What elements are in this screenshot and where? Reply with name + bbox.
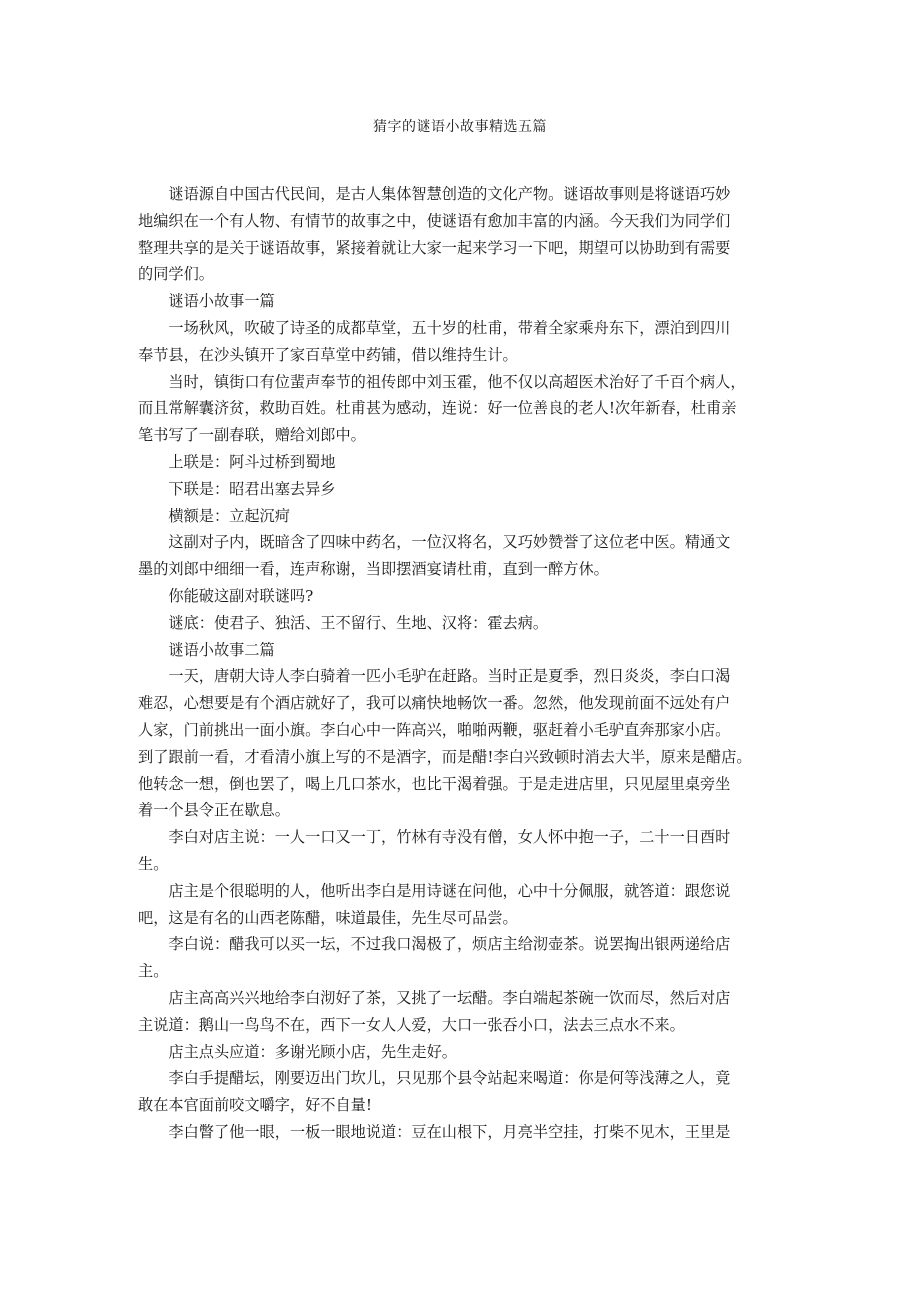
text-line: 着一个县令正在歇息。 [138,801,290,820]
text-line: 店主点头应道：多谢光顾小店，先生走好。 [168,1042,457,1061]
text-line: 店主是个很聪明的人，他听出李白是用诗谜在问他，心中十分佩服，就答道：跟您说 [168,881,731,900]
text-line: 而且常解囊济贫，救助百姓。杜甫甚为感动，连说：好一位善良的老人!次年新春，杜甫亲 [138,399,737,418]
text-line: 店主高高兴兴地给李白沏好了茶，又挑了一坛醋。李白端起茶碗一饮而尽，然后对店 [168,988,731,1007]
paragraph [138,369,778,449]
text-line: 难忍，心想要是有个酒店就好了，我可以痛快地畅饮一番。忽然，他发现前面不远处有户 [138,694,731,713]
text-line: 李白说：醋我可以买一坛，不过我口渴极了，烦店主给沏壶茶。说罢掏出银两递给店 [168,935,731,954]
text-line: 李白瞥了他一眼，一板一眼地说道：豆在山根下，月亮半空挂，打柴不见木，王里是 [168,1122,731,1141]
document-title: 猜字的谜语小故事精选五篇 [373,119,547,135]
text-line: 一天，唐朝大诗人李白骑着一匹小毛驴在赶路。当时正是夏季，烈日炎炎，李白口渴 [168,667,731,686]
text-line: 横额是：立起沉疴 [168,506,290,525]
paragraph [138,583,778,610]
paragraph [138,931,778,985]
paragraph [138,637,778,664]
text-line: 人家，门前挑出一面小旗。李白心中一阵高兴，啪啪两鞭，驱赶着小毛驴直奔那家小店。 [138,720,731,739]
text-line: 生。 [138,854,169,873]
text-line: 敢在本官面前咬文嚼字，好不自量! [138,1096,372,1115]
text-line: 主。 [138,962,169,981]
paragraph [138,181,778,288]
paragraph [138,529,778,583]
text-line: 他转念一想，倒也罢了，喝上几口茶水，也比干渴着强。于是走进店里，只见屋里桌旁坐 [138,774,731,793]
text-line: 当时，镇街口有位蜚声奉节的祖传郎中刘玉霍，他不仅以高超医术治好了千百个病人， [168,372,746,391]
paragraph [138,878,778,932]
text-line: 吧，这是有名的山西老陈醋，味道最佳，先生尽可品尝。 [138,908,518,927]
text-line: 到了跟前一看，才看清小旗上写的不是酒字，而是醋!李白兴致顿时消去大半，原来是醋店。 [138,747,752,766]
text-line: 奉节县，在沙头镇开了家百草堂中药铺，借以维持生计。 [138,345,518,364]
text-line: 笔书写了一副春联，赠给刘郎中。 [138,426,366,445]
paragraph [138,1039,778,1066]
text-line: 谜语源自中国古代民间，是古人集体智慧创造的文化产物。谜语故事则是将谜语巧妙 [168,185,731,203]
paragraph [138,503,778,530]
text-line: 整理共享的是关于谜语故事，紧接着就让大家一起来学习一下吧，期望可以协助到有需要 [138,238,731,257]
text-line: 下联是：昭君出塞去异乡 [168,479,336,498]
text-line: 谜语小故事二篇 [168,640,275,659]
paragraph [138,315,778,369]
text-line: 你能破这副对联谜吗? [168,586,314,605]
text-line: 谜语小故事一篇 [168,292,275,311]
text-line: 的同学们。 [138,265,214,284]
document-body [138,181,778,1146]
text-line: 墨的刘郎中细细一看，连声称谢，当即摆酒宴请杜甫，直到一醉方休。 [138,560,609,579]
paragraph [138,824,778,878]
paragraph [138,476,778,503]
paragraph [138,1119,778,1146]
text-line: 李白手提醋坛，刚要迈出门坎儿，只见那个县令站起来喝道：你是何等浅薄之人，竟 [168,1069,731,1088]
paragraph [138,288,778,315]
paragraph [138,1065,778,1119]
text-line: 地编织在一个有人物、有情节的故事之中，使谜语有愈加丰富的内涵。今天我们为同学们 [138,211,731,230]
text-line: 李白对店主说：一人一口又一丁，竹林有寺没有僧，女人怀中抱一子，二十一日酉时 [168,828,731,847]
paragraph [138,663,778,824]
paragraph [138,449,778,476]
text-line: 一场秋风，吹破了诗圣的成都草堂，五十岁的杜甫，带着全家乘舟东下，漂泊到四川 [168,318,731,337]
text-line: 主说道：鹅山一鸟鸟不在，西下一女人人爱，大口一张吞小口，法去三点水不来。 [138,1015,685,1034]
paragraph [138,610,778,637]
text-line: 这副对子内，既暗含了四味中药名，一位汉将名，又巧妙赞誉了这位老中医。精通文 [168,533,731,552]
text-line: 上联是：阿斗过桥到蜀地 [168,452,336,471]
paragraph [138,985,778,1039]
text-line: 谜底：使君子、独活、王不留行、生地、汉将：霍去病。 [168,613,549,632]
